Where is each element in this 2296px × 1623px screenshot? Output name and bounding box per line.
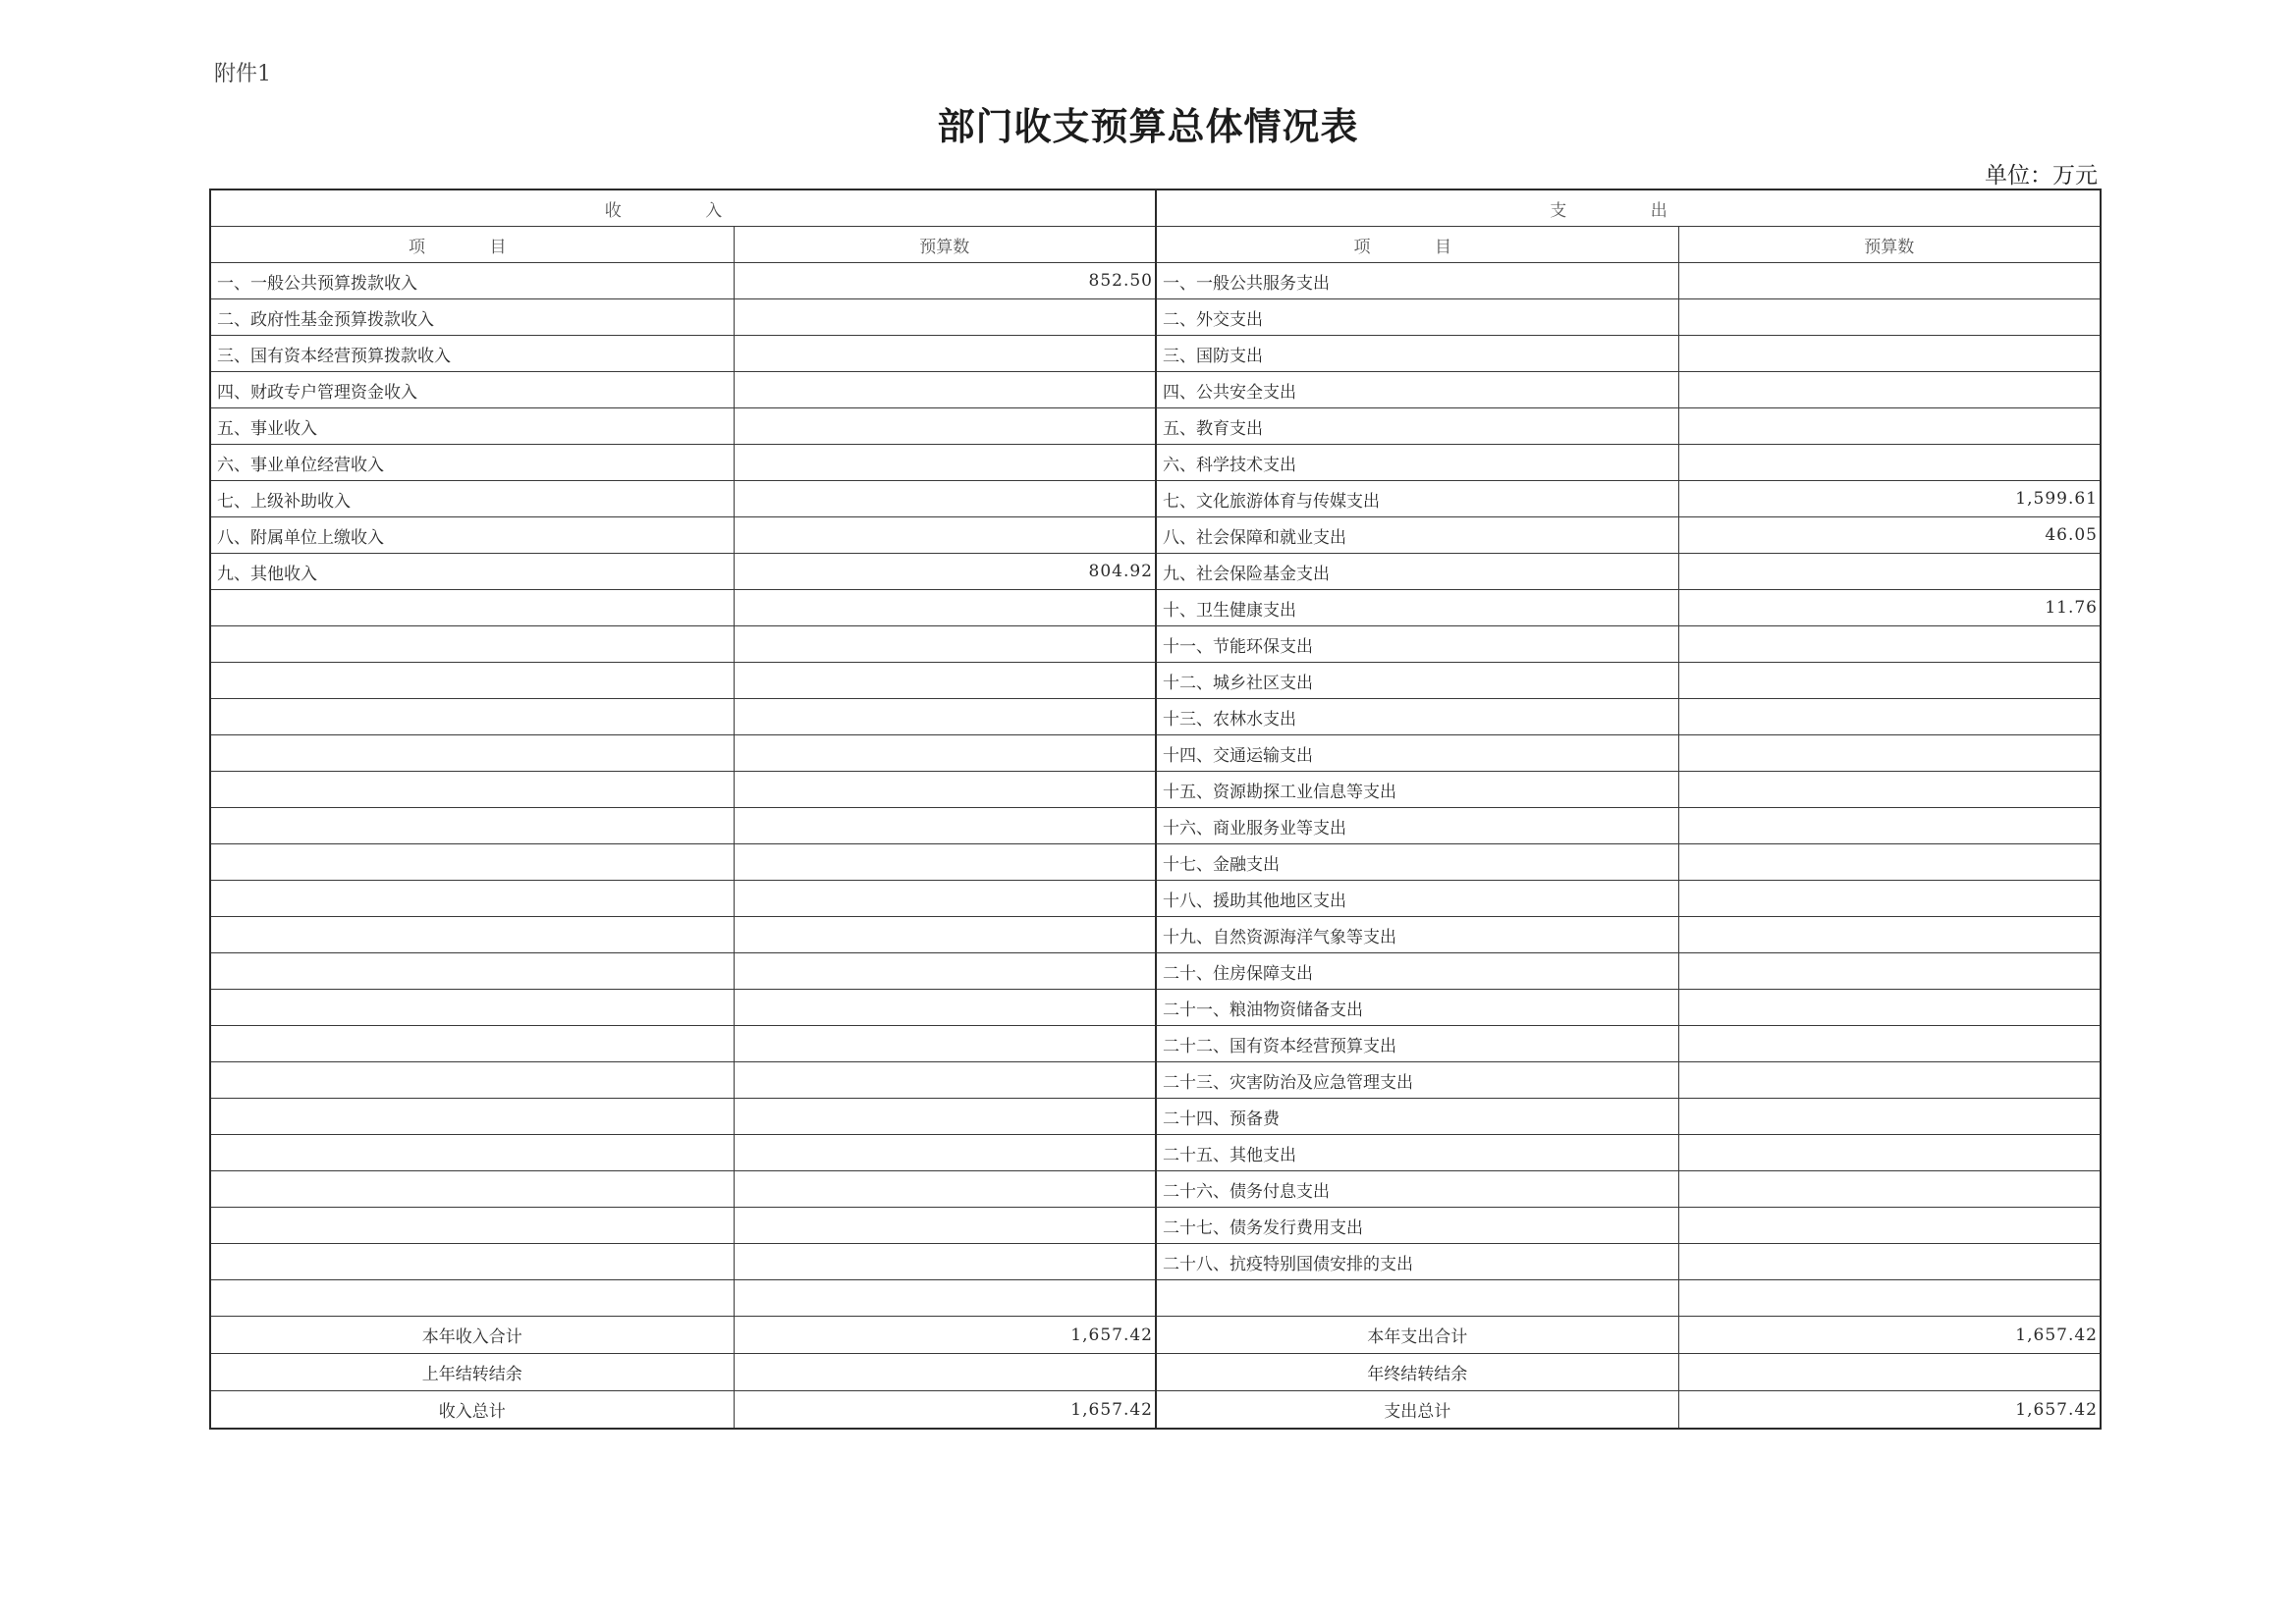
income-value	[734, 1026, 1156, 1062]
income-value	[734, 481, 1156, 517]
income-value	[734, 917, 1156, 953]
income-item	[210, 1135, 734, 1171]
table-row	[210, 1280, 2101, 1317]
income-value	[734, 372, 1156, 408]
income-total-value	[734, 1354, 1156, 1391]
income-budget-header: 预算数	[734, 227, 1156, 263]
income-item	[210, 953, 734, 990]
expense-total-value: 1,657.42	[1678, 1391, 2101, 1430]
income-item: 四、财政专户管理资金收入	[210, 372, 734, 408]
table-row	[210, 699, 2101, 735]
expense-item: 二十四、预备费	[1156, 1099, 1678, 1135]
expense-item: 十八、援助其他地区支出	[1156, 881, 1678, 917]
table-row	[210, 917, 2101, 953]
income-value	[734, 808, 1156, 844]
expense-value	[1678, 372, 2101, 408]
income-item	[210, 990, 734, 1026]
expense-item: 十、卫生健康支出	[1156, 590, 1678, 626]
income-total-label: 本年收入合计	[210, 1317, 734, 1354]
expense-item: 二十八、抗疫特别国债安排的支出	[1156, 1244, 1678, 1280]
table-row	[210, 554, 2101, 590]
table-row	[210, 953, 2101, 990]
expense-item: 十七、金融支出	[1156, 844, 1678, 881]
total-row	[210, 1391, 2101, 1430]
income-item	[210, 1062, 734, 1099]
income-item	[210, 1244, 734, 1280]
income-value	[734, 1208, 1156, 1244]
income-value: 852.50	[734, 263, 1156, 299]
income-item: 七、上级补助收入	[210, 481, 734, 517]
income-value	[734, 1244, 1156, 1280]
expense-value	[1678, 990, 2101, 1026]
income-total-value: 1,657.42	[734, 1317, 1156, 1354]
income-value	[734, 445, 1156, 481]
table-row	[210, 772, 2101, 808]
expense-item: 十六、商业服务业等支出	[1156, 808, 1678, 844]
expense-item: 十二、城乡社区支出	[1156, 663, 1678, 699]
table-row	[210, 372, 2101, 408]
expense-value	[1678, 772, 2101, 808]
expense-value	[1678, 1244, 2101, 1280]
income-item	[210, 1208, 734, 1244]
expense-value	[1678, 336, 2101, 372]
income-item	[210, 844, 734, 881]
expense-value	[1678, 445, 2101, 481]
expense-value: 1,599.61	[1678, 481, 2101, 517]
income-value	[734, 626, 1156, 663]
total-row	[210, 1354, 2101, 1391]
table-row	[210, 445, 2101, 481]
income-item	[210, 917, 734, 953]
unit-label: 单位：万元	[1985, 163, 2098, 189]
expense-budget-header: 预算数	[1678, 227, 2101, 263]
income-value	[734, 1171, 1156, 1208]
column-header-row	[210, 227, 2101, 263]
expense-value	[1678, 1171, 2101, 1208]
expense-item: 七、文化旅游体育与传媒支出	[1156, 481, 1678, 517]
expense-item: 二十、住房保障支出	[1156, 953, 1678, 990]
income-item	[210, 699, 734, 735]
expense-item: 四、公共安全支出	[1156, 372, 1678, 408]
budget-table	[209, 189, 2102, 1430]
income-item-header: 项 目	[210, 227, 734, 263]
expense-item: 一、一般公共服务支出	[1156, 263, 1678, 299]
table-row	[210, 517, 2101, 554]
income-value	[734, 299, 1156, 336]
expense-value: 11.76	[1678, 590, 2101, 626]
income-total-label: 上年结转结余	[210, 1354, 734, 1391]
table-row	[210, 1099, 2101, 1135]
expense-value	[1678, 1062, 2101, 1099]
income-value	[734, 699, 1156, 735]
income-item	[210, 881, 734, 917]
income-value	[734, 772, 1156, 808]
table-row	[210, 844, 2101, 881]
table-row	[210, 881, 2101, 917]
income-item	[210, 1280, 734, 1317]
income-item	[210, 590, 734, 626]
section-header-row	[210, 189, 2101, 227]
page-title: 部门收支预算总体情况表	[937, 105, 1359, 148]
table-row	[210, 663, 2101, 699]
table-row	[210, 299, 2101, 336]
income-item: 八、附属单位上缴收入	[210, 517, 734, 554]
expense-value	[1678, 1026, 2101, 1062]
income-item	[210, 735, 734, 772]
table-row	[210, 263, 2101, 299]
income-item	[210, 808, 734, 844]
income-value	[734, 1135, 1156, 1171]
income-value: 804.92	[734, 554, 1156, 590]
table-row	[210, 1062, 2101, 1099]
expense-value	[1678, 1208, 2101, 1244]
total-row	[210, 1317, 2101, 1354]
income-value	[734, 881, 1156, 917]
table-row	[210, 990, 2101, 1026]
table-row	[210, 808, 2101, 844]
expense-value: 46.05	[1678, 517, 2101, 554]
table-row	[210, 408, 2101, 445]
income-value	[734, 517, 1156, 554]
table-row	[210, 481, 2101, 517]
income-item	[210, 626, 734, 663]
income-item: 五、事业收入	[210, 408, 734, 445]
income-item: 六、事业单位经营收入	[210, 445, 734, 481]
income-item: 二、政府性基金预算拨款收入	[210, 299, 734, 336]
income-item: 九、其他收入	[210, 554, 734, 590]
income-value	[734, 590, 1156, 626]
income-item	[210, 1026, 734, 1062]
table-row	[210, 1171, 2101, 1208]
income-item	[210, 1099, 734, 1135]
income-value	[734, 663, 1156, 699]
expense-item: 二十五、其他支出	[1156, 1135, 1678, 1171]
income-item	[210, 1171, 734, 1208]
expense-item: 二十七、债务发行费用支出	[1156, 1208, 1678, 1244]
expense-value	[1678, 735, 2101, 772]
expense-value	[1678, 663, 2101, 699]
expense-section-header: 支 出	[1156, 189, 2101, 227]
expense-item: 二十二、国有资本经营预算支出	[1156, 1026, 1678, 1062]
expense-value	[1678, 699, 2101, 735]
table-row	[210, 1135, 2101, 1171]
expense-value	[1678, 263, 2101, 299]
expense-value	[1678, 299, 2101, 336]
expense-item: 三、国防支出	[1156, 336, 1678, 372]
expense-total-value	[1678, 1354, 2101, 1391]
expense-item: 九、社会保险基金支出	[1156, 554, 1678, 590]
table-row	[210, 590, 2101, 626]
table-row	[210, 336, 2101, 372]
attachment-label: 附件1	[214, 62, 271, 86]
expense-item: 十三、农林水支出	[1156, 699, 1678, 735]
income-value	[734, 735, 1156, 772]
expense-value	[1678, 554, 2101, 590]
table-row	[210, 1026, 2101, 1062]
income-value	[734, 336, 1156, 372]
expense-value	[1678, 953, 2101, 990]
expense-item: 五、教育支出	[1156, 408, 1678, 445]
expense-total-value: 1,657.42	[1678, 1317, 2101, 1354]
expense-value	[1678, 881, 2101, 917]
table-row	[210, 1244, 2101, 1280]
expense-total-label: 年终结转结余	[1156, 1354, 1678, 1391]
income-value	[734, 408, 1156, 445]
income-total-value: 1,657.42	[734, 1391, 1156, 1430]
expense-item: 八、社会保障和就业支出	[1156, 517, 1678, 554]
expense-total-label: 支出总计	[1156, 1391, 1678, 1430]
expense-item: 二十三、灾害防治及应急管理支出	[1156, 1062, 1678, 1099]
expense-item: 十五、资源勘探工业信息等支出	[1156, 772, 1678, 808]
income-value	[734, 1280, 1156, 1317]
expense-item: 十九、自然资源海洋气象等支出	[1156, 917, 1678, 953]
income-item	[210, 663, 734, 699]
income-value	[734, 953, 1156, 990]
income-item	[210, 772, 734, 808]
expense-value	[1678, 917, 2101, 953]
expense-item: 二十一、粮油物资储备支出	[1156, 990, 1678, 1026]
income-value	[734, 1062, 1156, 1099]
income-section-header: 收 入	[210, 189, 1156, 227]
income-item: 一、一般公共预算拨款收入	[210, 263, 734, 299]
income-value	[734, 1099, 1156, 1135]
expense-item: 六、科学技术支出	[1156, 445, 1678, 481]
expense-item-header: 项 目	[1156, 227, 1678, 263]
income-item: 三、国有资本经营预算拨款收入	[210, 336, 734, 372]
income-value	[734, 990, 1156, 1026]
expense-item: 二、外交支出	[1156, 299, 1678, 336]
table-row	[210, 1208, 2101, 1244]
expense-item: 二十六、债务付息支出	[1156, 1171, 1678, 1208]
expense-item: 十四、交通运输支出	[1156, 735, 1678, 772]
expense-value	[1678, 844, 2101, 881]
expense-value	[1678, 626, 2101, 663]
expense-value	[1678, 1135, 2101, 1171]
expense-item	[1156, 1280, 1678, 1317]
income-value	[734, 844, 1156, 881]
expense-value	[1678, 1099, 2101, 1135]
expense-value	[1678, 408, 2101, 445]
table-row	[210, 626, 2101, 663]
expense-value	[1678, 1280, 2101, 1317]
table-row	[210, 735, 2101, 772]
expense-total-label: 本年支出合计	[1156, 1317, 1678, 1354]
expense-item: 十一、节能环保支出	[1156, 626, 1678, 663]
expense-value	[1678, 808, 2101, 844]
income-total-label: 收入总计	[210, 1391, 734, 1430]
